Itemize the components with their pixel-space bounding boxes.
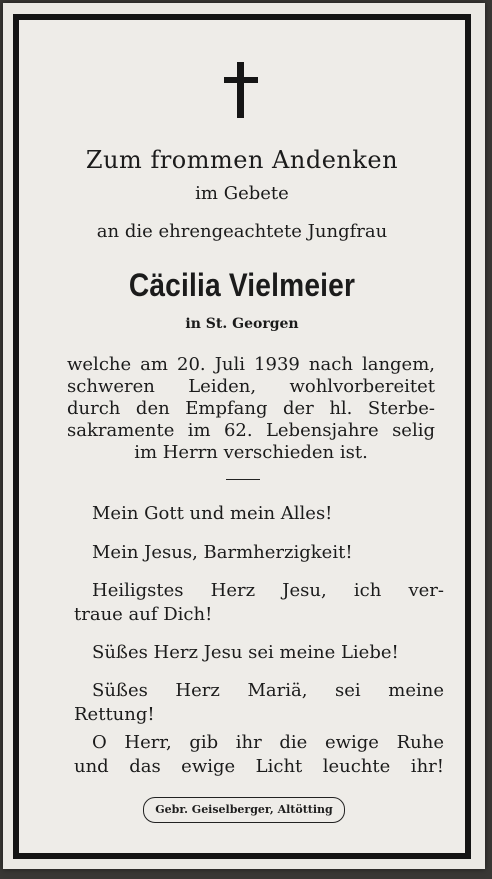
cross-horizontal-bar <box>224 77 258 83</box>
biography-line: durch den Empfang der hl. Sterbe- <box>67 398 435 419</box>
biography-line: welche am 20. Juli 1939 nach langem, <box>67 354 435 375</box>
prayer-line: Süßes Herz Jesu sei meine Liebe! <box>92 642 399 663</box>
prayer-line: Mein Gott und mein Alles! <box>92 503 333 524</box>
prayer-line: Rettung! <box>74 704 155 725</box>
memorial-card <box>3 3 485 869</box>
prayer-line: traue auf Dich! <box>74 604 213 625</box>
prayer-line: und das ewige Licht leuchte ihr! <box>74 756 444 777</box>
divider-rule <box>226 479 260 480</box>
cross-vertical-bar <box>237 62 244 118</box>
biography-line: sakramente im 62. Lebensjahre selig <box>67 420 435 441</box>
biography-line: im Herrn verschieden ist. <box>134 442 368 463</box>
cross-icon <box>224 62 258 118</box>
prayer-line: Süßes Herz Mariä, sei meine <box>92 680 444 701</box>
memory-heading: Zum frommen Andenken <box>85 146 399 174</box>
honored-line: an die ehrengeachtete Jungfrau <box>96 221 388 242</box>
printer-credit: Gebr. Geiselberger, Altötting <box>143 797 345 823</box>
deceased-name: Cäcilia Vielmeier <box>128 267 356 303</box>
place-line: in St. Georgen <box>185 316 299 332</box>
black-border-frame <box>13 14 471 859</box>
prayer-intro-line: im Gebete <box>195 183 289 204</box>
prayer-line: O Herr, gib ihr die ewige Ruhe <box>92 732 444 753</box>
biography-text <box>67 354 435 464</box>
prayer-line: Mein Jesus, Barmherzigkeit! <box>92 542 353 563</box>
biography-line: schweren Leiden, wohlvorbereitet <box>67 376 435 397</box>
prayer-line: Heiligstes Herz Jesu, ich ver- <box>92 580 444 601</box>
card-content <box>19 20 465 853</box>
